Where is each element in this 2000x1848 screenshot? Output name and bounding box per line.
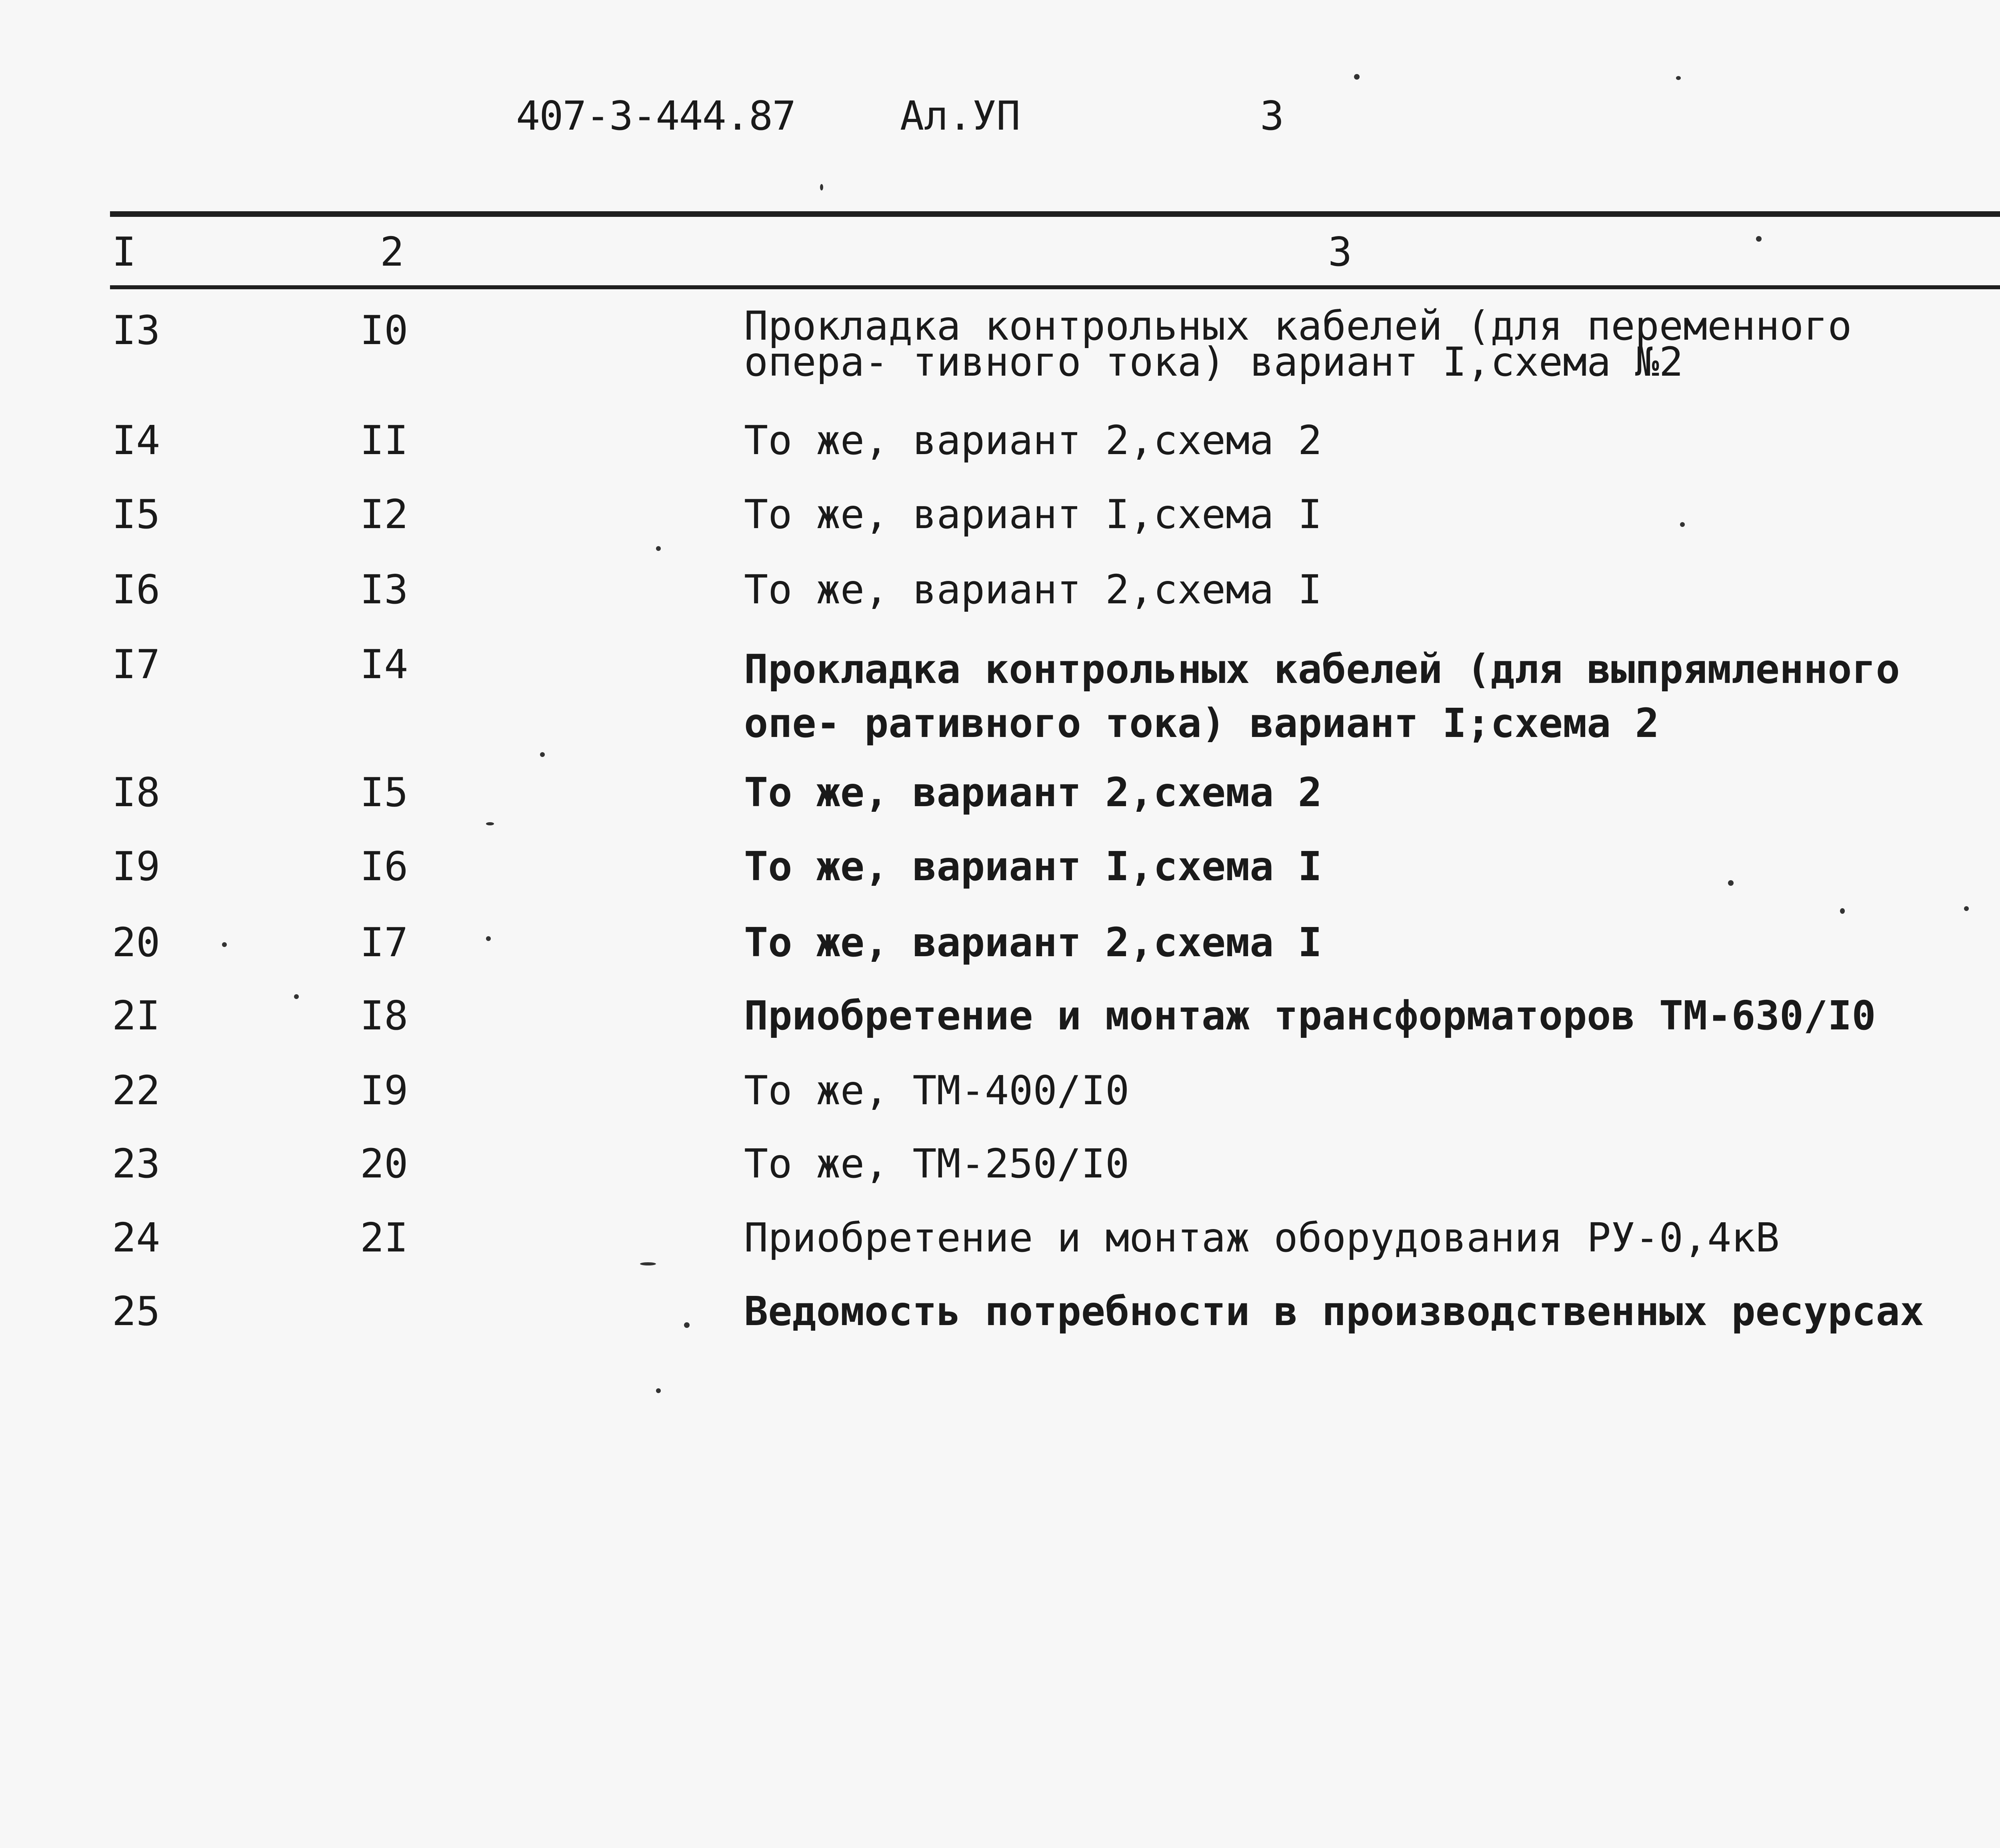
item-number: II — [360, 417, 408, 464]
row-number: I5 — [112, 491, 160, 538]
item-number: 20 — [360, 1140, 408, 1187]
row-description: То же, вариант 2,схема 2 — [744, 417, 1322, 464]
row-number: 24 — [112, 1214, 160, 1261]
row-description: То же, вариант 2,схема I — [744, 566, 1322, 613]
row-description: То же, вариант I,схема I — [744, 491, 1322, 538]
row-number: 23 — [112, 1140, 160, 1187]
item-number: I4 — [360, 641, 408, 688]
row-number: 22 — [112, 1067, 160, 1114]
scan-speck — [486, 822, 494, 825]
row-number: I7 — [112, 641, 160, 688]
scan-speck — [1676, 76, 1681, 80]
item-number: I2 — [360, 491, 408, 538]
scan-speck — [486, 936, 491, 941]
scan-speck — [1840, 908, 1845, 914]
row-description: То же, ТМ-250/I0 — [744, 1140, 1130, 1187]
row-number: I3 — [112, 307, 160, 354]
item-number: I0 — [360, 307, 408, 354]
item-number: I7 — [360, 919, 408, 966]
page-number: 3 — [1260, 92, 1284, 139]
row-description: То же, вариант I,схема I — [744, 843, 1322, 890]
row-number: I8 — [112, 769, 160, 816]
row-description: То же, ТМ-400/I0 — [744, 1067, 1130, 1114]
scan-speck — [1354, 74, 1360, 80]
document-code: 407-3-444.87 — [516, 92, 796, 139]
row-description: Прокладка контрольных кабелей (для переменного опера- тивного тока) вариант I,схема №2 — [744, 302, 1852, 385]
table-header-rule — [110, 285, 2000, 289]
row-number: 25 — [112, 1288, 160, 1335]
scan-speck — [1728, 880, 1734, 886]
item-number: I5 — [360, 769, 408, 816]
item-number: I3 — [360, 566, 408, 613]
row-number: I4 — [112, 417, 160, 464]
scan-speck — [656, 1388, 661, 1393]
scan-speck — [1964, 906, 1969, 911]
row-number: I6 — [112, 566, 160, 613]
column-header-1: I — [112, 228, 136, 275]
scan-speck — [1680, 522, 1685, 527]
table-top-rule — [110, 211, 2000, 217]
scan-speck — [684, 1322, 690, 1328]
column-header-2: 2 — [380, 228, 404, 275]
scan-speck — [640, 1262, 656, 1265]
row-description: То же, вариант 2,схема I — [744, 919, 1322, 966]
item-number: I8 — [360, 992, 408, 1039]
row-number: 20 — [112, 919, 160, 966]
row-number: 2I — [112, 992, 160, 1039]
row-description: То же, вариант 2,схема 2 — [744, 769, 1322, 816]
scan-speck — [820, 184, 823, 190]
scan-speck — [294, 994, 299, 999]
item-number: 2I — [360, 1214, 408, 1261]
scan-speck — [656, 546, 661, 551]
column-header-3: 3 — [1328, 228, 1352, 275]
row-description: Прокладка контрольных кабелей (для выпрямленного опе- ративного тока) вариант I;схема 2 — [744, 646, 1900, 747]
item-number: I9 — [360, 1067, 408, 1114]
row-description: Приобретение и монтаж трансформаторов ТМ-630/I0 — [744, 992, 1876, 1039]
row-description: Приобретение и монтаж оборудования РУ-0,4кВ — [744, 1214, 1780, 1261]
scan-speck — [222, 942, 227, 947]
scan-speck — [1756, 236, 1762, 242]
item-number: I6 — [360, 843, 408, 890]
sheet-label: Ал.УП — [900, 92, 1021, 139]
row-description: Ведомость потребности в производственных ресурсах — [744, 1288, 1924, 1335]
scan-speck — [540, 752, 545, 757]
row-number: I9 — [112, 843, 160, 890]
